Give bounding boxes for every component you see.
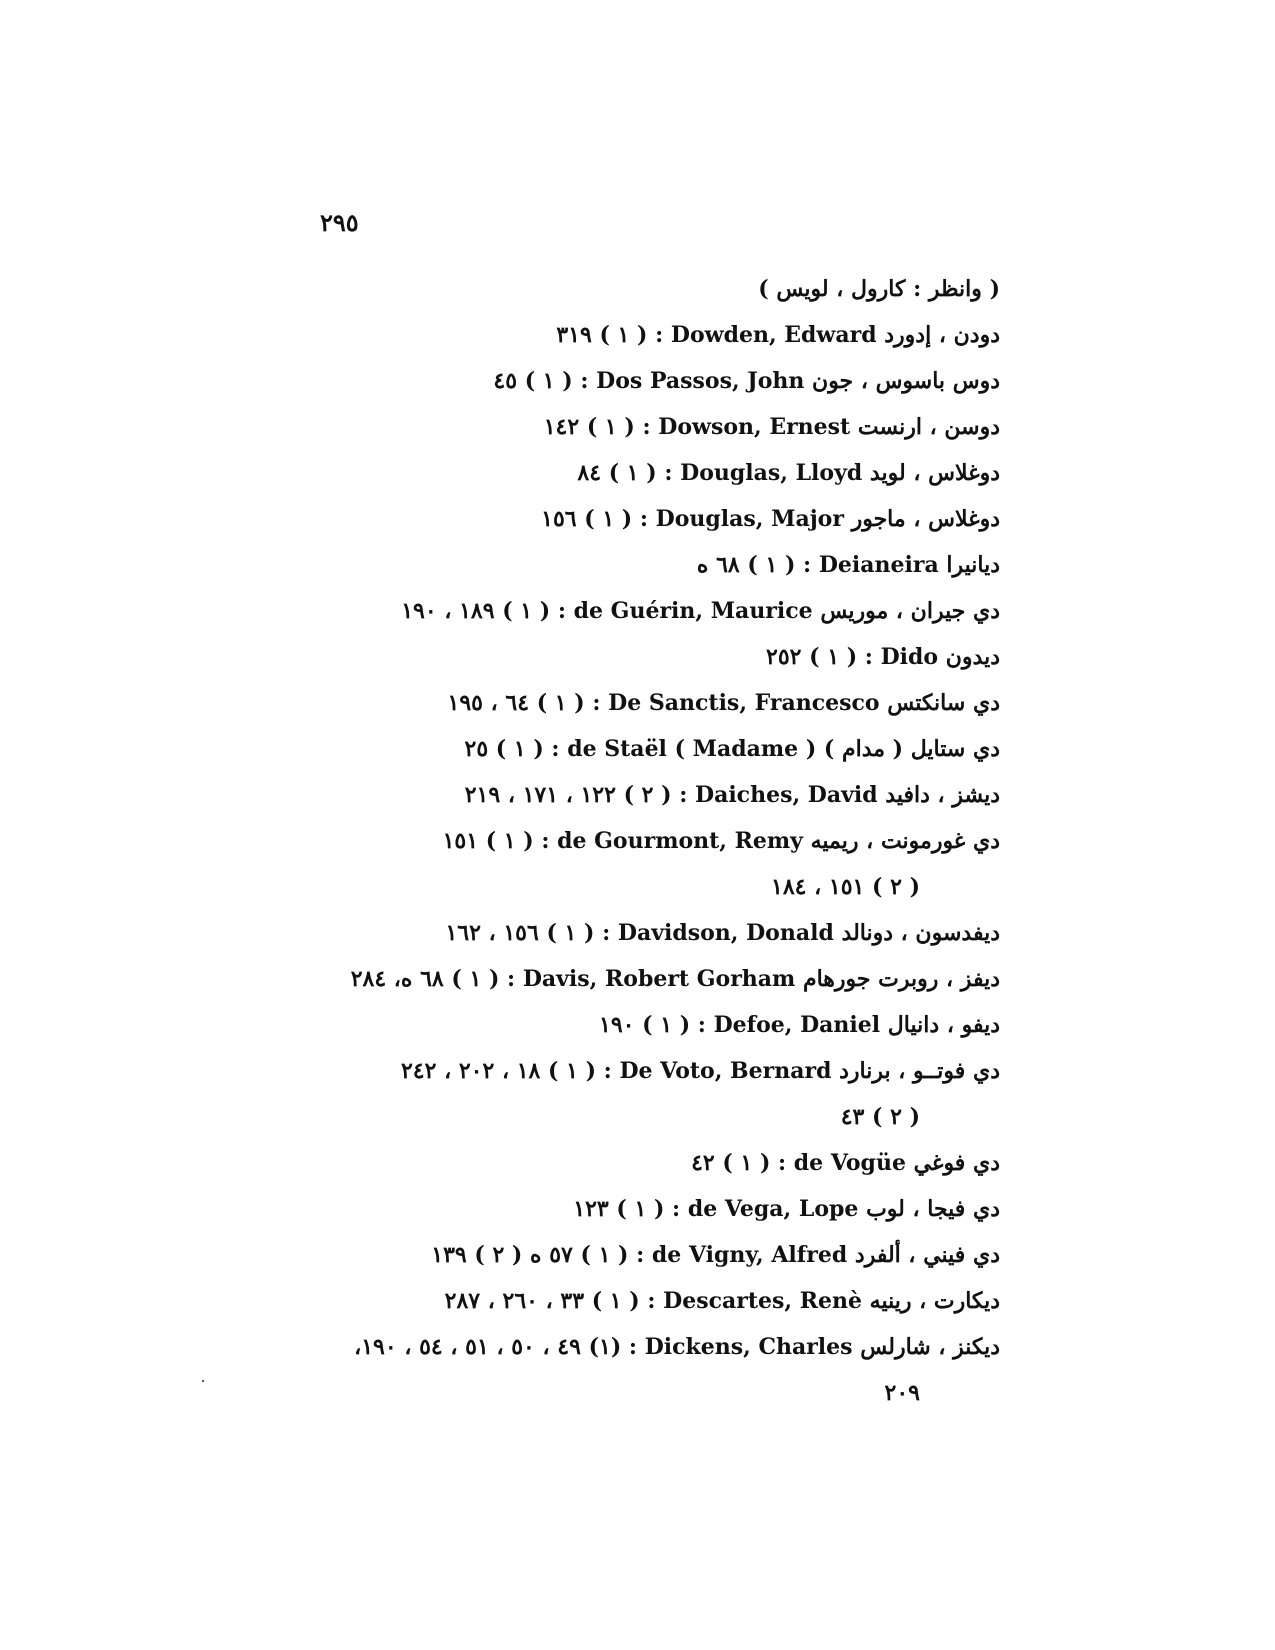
index-entry: دوغلاس ، لويد Douglas, Lloyd : ( ١ ) ٨٤ (577, 460, 1000, 486)
index-entry: ديانيرا Deianeira : ( ١ ) ٦٨ ه (696, 552, 1000, 578)
index-entry: دوس باسوس ، جون Dos Passos, John : ( ١ ) ٤٥ (493, 368, 1000, 394)
index-entry-continuation: ( ٢ ) ٤٣ (840, 1104, 920, 1130)
index-entry: دودن ، إدورد Dowden, Edward : ( ١ ) ٣١٩ (556, 322, 1000, 348)
page-number: ٢٩٥ (320, 208, 359, 237)
index-entry: دي جيران ، موريس de Guérin, Maurice : ( ١ ) ١٨٩ ، ١٩٠ (401, 598, 1000, 624)
index-entry: دوسن ، ارنست Dowson, Ernest : ( ١ ) ١٤٢ (543, 414, 1000, 440)
index-entry: دوغلاس ، ماجور Douglas, Major : ( ١ ) ١٥٦ (541, 506, 1000, 532)
scan-speck (202, 1380, 204, 1382)
index-entry: دي فوغي de Vogüe : ( ١ ) ٤٢ (691, 1150, 1000, 1176)
index-entry: ديشز ، دافيد Daiches, David : ( ٢ ) ١٢٢ ، ١٧١ ، ٢١٩ (464, 782, 1000, 808)
index-entry-continuation: ٢٠٩ (884, 1380, 920, 1406)
index-entry-continuation: ( ٢ ) ١٥١ ، ١٨٤ (771, 874, 920, 900)
index-entry: دي فوتــو ، برنارد De Voto, Bernard : ( ١ ) ١٨ ، ٢٠٢ ، ٢٤٢ (400, 1058, 1000, 1084)
index-entry: دي فيجا ، لوب de Vega, Lope : ( ١ ) ١٢٣ (573, 1196, 1000, 1222)
index-entry: دي غورمونت ، ريميه de Gourmont, Remy : ( ١ ) ١٥١ (442, 828, 1000, 854)
index-entry: ديكارت ، رينيه Descartes, Renè : ( ١ ) ٣٣ ، ٢٦٠ ، ٢٨٧ (444, 1288, 1000, 1314)
index-entries (240, 266, 1000, 1416)
index-entry: ( وانظر : كارول ، لويس ) (758, 276, 1000, 302)
index-entry: دي فيني ، ألفرد de Vigny, Alfred : ( ١ ) ٥٧ ه ( ٢ ) ١٣٩ (431, 1242, 1000, 1268)
index-entry: ديفز ، روبرت جورهام Davis, Robert Gorham : ( ١ ) ٦٨ ه، ٢٨٤ (350, 966, 1000, 992)
index-entry: ديدون Dido : ( ١ ) ٢٥٢ (766, 644, 1000, 670)
index-entry: دي ستايل ( مدام ) de Staël ( Madame ) : ( ١ ) ٢٥ (464, 736, 1000, 762)
index-entry: ديفدسون ، دونالد Davidson, Donald : ( ١ ) ١٥٦ ، ١٦٢ (445, 920, 1000, 946)
index-entry: ديفو ، دانيال Defoe, Daniel : ( ١ ) ١٩٠ (599, 1012, 1000, 1038)
index-entry: دي سانكتس De Sanctis, Francesco : ( ١ ) ٦٤ ، ١٩٥ (447, 690, 1000, 716)
index-entry: ديكنز ، شارلس Dickens, Charles : (١) ٤٩ ، ٥٠ ، ٥١ ، ٥٤ ، ١٩٠، (354, 1334, 1000, 1360)
